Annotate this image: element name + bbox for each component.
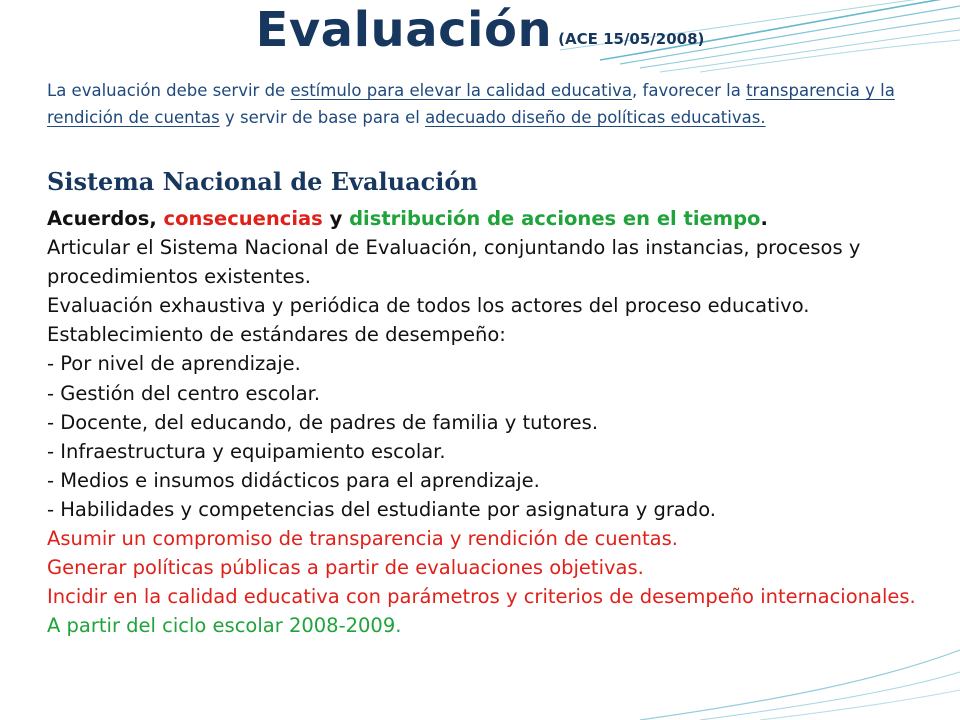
intro-text: , favorecer la xyxy=(632,81,747,100)
line-articular: Articular el Sistema Nacional de Evaluación, conjuntando las instancias, procesos y procedimientos existentes. xyxy=(47,236,861,289)
intro-text: La evaluación debe servir de xyxy=(47,81,291,100)
title-main: Evaluación xyxy=(255,2,553,58)
list-item: - Gestión del centro escolar. xyxy=(47,381,321,405)
line-ciclo: A partir del ciclo escolar 2008-2009. xyxy=(47,614,402,638)
line-estandares: Establecimiento de estándares de desempeño: xyxy=(47,323,506,347)
intro-paragraph xyxy=(47,77,927,131)
intro-text: y servir de base para el xyxy=(219,108,426,127)
line-incidir: Incidir en la calidad educativa con parámetros y criterios de desempeño internacionales. xyxy=(47,585,916,609)
acuerdos-line xyxy=(47,204,947,233)
list-item: - Infraestructura y equipamiento escolar. xyxy=(47,439,446,463)
section-title: Sistema Nacional de Evaluación xyxy=(47,167,478,196)
line-exhaustiva: Evaluación exhaustiva y periódica de todos los actores del proceso educativo. xyxy=(47,294,810,318)
acuerdos-text: Acuerdos, xyxy=(47,207,164,230)
intro-underline-calidad: estímulo para elevar la calidad educativa xyxy=(290,81,633,100)
intro-underline-politicas: adecuado diseño de políticas educativas. xyxy=(425,108,766,127)
list-item: - Por nivel de aprendizaje. xyxy=(47,352,301,376)
consecuencias-text: consecuencias xyxy=(163,207,323,230)
acuerdos-text: . xyxy=(760,207,768,230)
title-date: (ACE 15/05/2008) xyxy=(558,30,705,48)
body-text xyxy=(47,204,947,640)
list-item: - Docente, del educando, de padres de familia y tutores. xyxy=(47,410,599,434)
intro-underline-transparencia: transparencia y la rendición de cuentas xyxy=(47,81,895,127)
slide-title xyxy=(0,2,960,58)
list-item: - Habilidades y competencias del estudiante por asignatura y grado. xyxy=(47,497,716,521)
acuerdos-text: y xyxy=(322,207,350,230)
distribucion-text: distribución de acciones en el tiempo xyxy=(349,207,761,230)
line-generar: Generar políticas públicas a partir de evaluaciones objetivas. xyxy=(47,556,644,580)
line-asumir: Asumir un compromiso de transparencia y rendición de cuentas. xyxy=(47,527,678,551)
list-item: - Medios e insumos didácticos para el aprendizaje. xyxy=(47,468,540,492)
